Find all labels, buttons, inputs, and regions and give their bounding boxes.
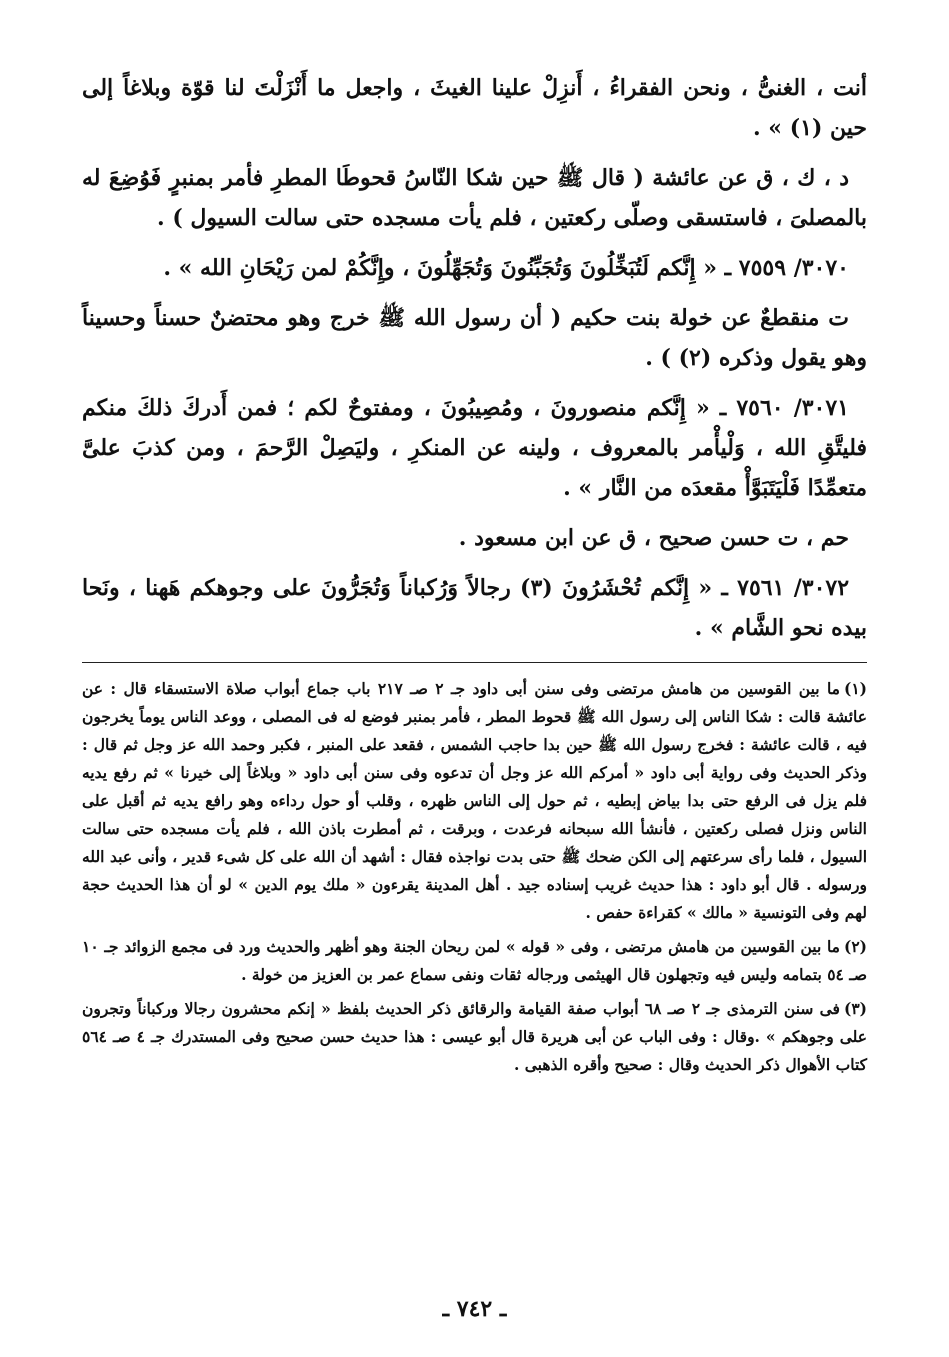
hadith-3070: ٣٠٧٠/ ٧٥٥٩ ـ « إِنَّكم لَتُبَخِّلُونَ وَتُجَبِّنُونَ وَتُجَهِّلُونَ ، وإِنَّكُمْ لمن رَيْحَانِ الله » . — [163, 255, 849, 281]
footnote-3 — [82, 995, 867, 1079]
footnotes — [82, 675, 867, 1079]
footnote-divider — [82, 662, 867, 663]
footnote-text: ما بين القوسين من هامش مرتضى وفى سنن أبى داود جـ ٢ صـ ٢١٧ باب جماع أبواب صلاة الاستسقاء قال : عن عائشة قالت : شكا الناس إلى رسول الله ﷺ قحوط المطر ، فأمر بمنبر فوضع له فى المصلى ، ووعد الناس يوماً يخرجون فيه ، قالت عائشة : فخرج رسول الله ﷺ حين بدا حاجب الشمس ، فقعد على المنبر ، فكبر وحمد الله عز وجل ثم قال : وذكر الحديث وفى رواية أبى داود « أمركم الله عز وجل أن تدعوه وفى سنن أبى داود « وبلاغاً إلى خيرنا » ثم رفع يديه فلم يزل فى الرفع حتى بدا بياض إبطيه ، ثم حول إلى الناس ظهره ، وقلب أو حول رداءه وهو رافع يديه ثم أقبل على الناس ونزل فصلى ركعتين ، فأنشأ الله سبحانه فرعدت ، وبرقت ، ثم أمطرت باذن الله ، فلم يأت مسجده حتى سالت السيول ، فلما رأى سرعتهم إلى الكن ضحك ﷺ حتى بدت نواجذه فقال : أشهد أن الله على كل شىء قدير ، وأنى عبد الله ورسوله . قال أبو داود : هذا حديث غريب إسناده جيد . أهل المدينة يقرءون « ملك يوم الدين » لو أن هذا الحديث حجة لهم وفى التونسية « مالك » كقراءة حفص . — [82, 679, 867, 922]
footnote-number: (١) — [843, 679, 867, 698]
footnote-text: ما بين القوسين من هامش مرتضى ، وفى « قوله » لمن ريحان الجنة وهو أظهر والحديث ورد فى مجمع الزوائد جـ ١٠ صـ ٥٤ بتمامه وليس فيه وتجهلون قال الهيثمى ورجاله ثقات ونفى سماع عمر بن العزيز من خولة . — [82, 937, 867, 984]
paragraph-2: د ، ك ، ق عن عائشة ( قال ﷺ حين شكا النّاسُ قحوطَا المطرِ فأمر بمنبرٍ فَوُضِعَ له بالمصلىَ ، فاستسقى وصلّى ركعتين ، فلم يأت مسجده حتى سالت السيول ) . — [82, 165, 867, 231]
main-text — [82, 68, 867, 648]
footnote-1 — [82, 675, 867, 927]
hadith-3071: ٣٠٧١/ ٧٥٦٠ ـ « إِنَّكم منصورونَ ، ومُصِيبُونَ ، ومفتوحٌ لكم ؛ فمن أَدركَ ذلكَ منكم فليتَّقِ الله ، وَلْيأْمر بالمعروف ، ولينه عن المنكرِ ، وليَصِلْ الرَّحمَ ، ومن كذبَ علىَّ متعمِّدًا فَلْيَتَبَوَّأْ مقعدَه من النَّار » . — [82, 395, 867, 501]
paragraph-4: ت منقطعٌ عن خولة بنت حكيم ( أن رسول الله ﷺ خرج وهو محتضنٌ حسناً وحسيناً وهو يقول وذكره (٢) ) . — [82, 305, 867, 371]
paragraph-1: أنت ، الغنىُّ ، ونحن الفقراءُ ، أَنزِلْ علينا الغيثَ ، واجعل ما أَنْزَلْتَ لنا قوّة وبلاغاً إلى حين (١) » . — [82, 75, 867, 141]
page-number: ـ ٧٤٢ ـ — [442, 1296, 507, 1322]
paragraph-6: حم ، ت حسن صحيح ، ق عن ابن مسعود . — [458, 525, 849, 551]
footnote-number: (٢) — [843, 937, 867, 956]
hadith-3072: ٣٠٧٢/ ٧٥٦١ ـ « إِنَّكم تُحْشَرُونَ (٣) رجالاً وَرُكباناً وَتُجَرُّونَ على وجوهكم هَهنا ، ونَحا بيده نحو الشَّام » . — [82, 575, 867, 641]
footnote-text: فى سنن الترمذى جـ ٢ صـ ٦٨ أبواب صفة القيامة والرقائق ذكر الحديث بلفظ « إنكم محشرون رجالا وركباناً وتجرون على وجوهكم » .وقال : وفى الباب عن أبى هريرة قال أبو عيسى : هذا حديث حسن صحيح وفى المستدرك جـ ٤ صـ ٥٦٤ كتاب الأهوال ذكر الحديث وقال : صحيح وأقره الذهبى . — [82, 999, 867, 1074]
footnote-number: (٣) — [843, 999, 867, 1018]
footnote-2 — [82, 933, 867, 989]
